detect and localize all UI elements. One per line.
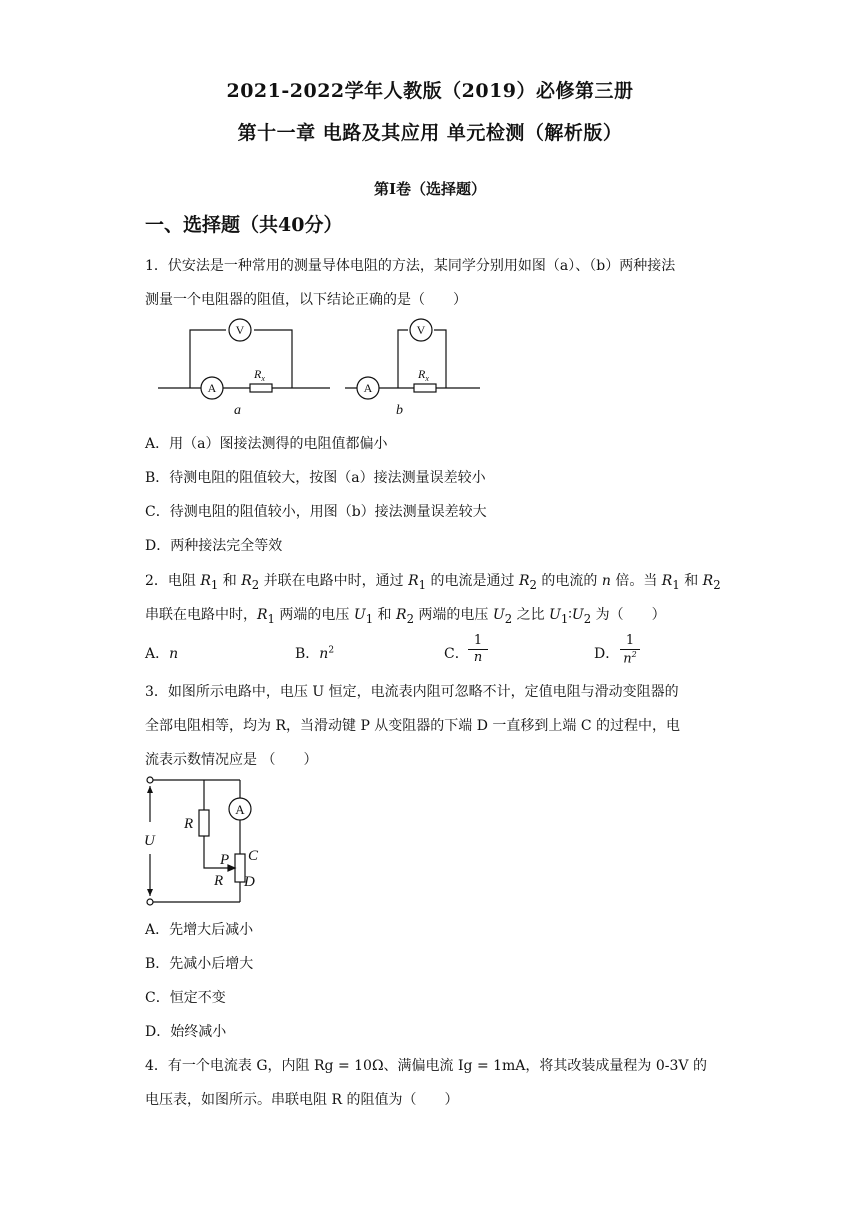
q3-stem-line2: 全部电阻相等，均为 R，当滑动键 P 从变阻器的下端 D 一直移到上端 C 的过程中，电 (145, 718, 681, 734)
q3-fig-slider-p-label: P (220, 852, 230, 868)
exam-title-line1: 2021-2022学年人教版（2019）必修第三册 (226, 80, 634, 102)
section-heading: 一、选择题（共40分） (145, 214, 343, 236)
q1-fig-a-ammeter-label: A (207, 381, 217, 395)
q3-option-d: D．始终减小 (145, 1024, 227, 1040)
q3-fig-voltage-label: U (144, 833, 155, 849)
q1-fig-b-resistor-label: $R_x$ (418, 367, 429, 383)
q2-option-b: B．$n^2$ (295, 645, 335, 662)
q3-stem-line3: 流表示数情况应是 （ ） (145, 752, 318, 768)
q4-stem-line1: 4．有一个电流表 G，内阻 Rg = 10Ω、满偏电流 Ig = 1mA，将其改装成量程为 0-3V 的 (145, 1058, 707, 1074)
q1-option-b: B．待测电阻的阻值较大，按图（a）接法测量误差较小 (145, 470, 486, 486)
q3-fig-ammeter-label: A (235, 802, 245, 817)
q3-fig-c-label: C (248, 848, 259, 864)
q3-fig-resistor-top-label: R (184, 816, 194, 832)
q1-fig-a-caption: a (234, 403, 241, 418)
q2-option-d-fraction: $\frac{1}{n^2}$ (620, 633, 640, 666)
q1-stem-line1: 1．伏安法是一种常用的测量导体电阻的方法，某同学分别用如图（a）、（b）两种接法 (145, 258, 676, 274)
q2-option-a: A．n (145, 646, 179, 662)
q3-option-c: C．恒定不变 (145, 990, 226, 1006)
volume-heading: 第Ⅰ卷（选择题） (373, 180, 487, 198)
q2-option-d-label: D． (594, 646, 620, 662)
q1-fig-b-ammeter-label: A (363, 381, 373, 395)
q1-fig-a-voltmeter-label: V (235, 323, 245, 337)
q4-stem-line2: 电压表，如图所示。串联电阻 R 的阻值为（ ） (145, 1092, 459, 1108)
q1-option-d: D．两种接法完全等效 (145, 538, 283, 554)
q3-stem-line1: 3．如图所示电路中，电压 U 恒定，电流表内阻可忽略不计，定值电阻与滑动变阻器的 (145, 684, 679, 700)
q3-fig-resistor-bottom-label: R (214, 873, 224, 889)
q3-option-b: B．先减小后增大 (145, 956, 254, 972)
q2-option-c-fraction: $\frac{1}{n}$ (468, 633, 488, 665)
q3-fig-d-label: D (244, 874, 255, 890)
q1-circuit-figure (150, 318, 490, 420)
q3-circuit-figure (140, 774, 280, 910)
q1-fig-b-voltmeter-label: V (416, 323, 426, 337)
exam-title-line2: 第十一章 电路及其应用 单元检测（解析版） (237, 122, 623, 144)
q2-option-c-label: C． (444, 646, 469, 662)
q2-stem-line1: 2．电阻 $R_1$ 和 $R_2$ 并联在电路中时，通过 $R_1$ 的电流是通过 $R_2$ 的电流的 n 倍。当 $R_1$ 和 $R_2$ (145, 573, 721, 592)
q2-stem-line2: 串联在电路中时，$R_1$ 两端的电压 $U_1$ 和 $R_2$ 两端的电压 $U_2$ 之比 $U_1∶U_2$ 为（ ） (145, 607, 666, 626)
q1-fig-a-resistor-label: $R_x$ (254, 367, 265, 383)
q1-stem-line2: 测量一个电阻器的阻值，以下结论正确的是（ ） (145, 292, 467, 308)
q1-option-c: C．待测电阻的阻值较小，用图（b）接法测量误差较大 (145, 504, 487, 520)
q1-option-a: A．用（a）图接法测得的电阻值都偏小 (145, 436, 388, 452)
q3-option-a: A．先增大后减小 (145, 922, 254, 938)
q1-fig-b-caption: b (396, 403, 403, 418)
